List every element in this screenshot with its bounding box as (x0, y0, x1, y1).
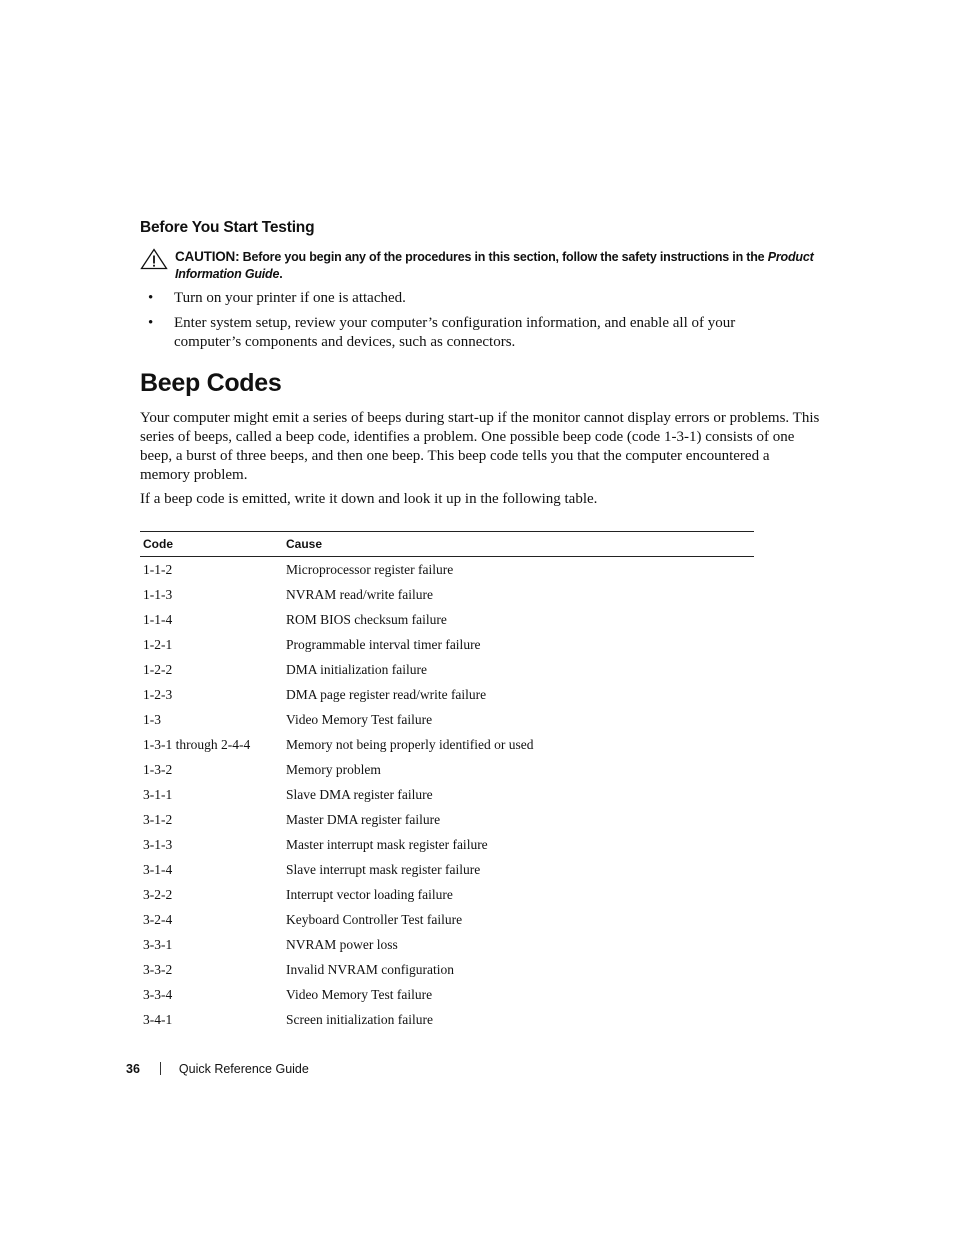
guide-name: Quick Reference Guide (178, 1062, 309, 1076)
table-row (140, 707, 754, 732)
warning-triangle-icon (140, 248, 168, 270)
table-row (140, 732, 754, 757)
intro-paragraph: Your computer might emit a series of beeps during start-up if the monitor cannot display errors or problems. This series of beeps, called a beep code, identifies a problem. One possible beep code (code 1-3-1) consists of one beep, a burst of three beeps, and then one beep. This beep code tells you that the computer encountered a memory problem. (140, 410, 820, 483)
page-footer (126, 1062, 309, 1076)
page-number: 36 (126, 1062, 140, 1076)
bullet-item (140, 289, 780, 308)
cause-cell: Interrupt vector loading failure (286, 886, 453, 902)
cause-cell: Video Memory Test failure (286, 986, 433, 1002)
bullet-text: Enter system setup, review your computer’s configuration information, and enable all of your computer’s components and devices, such as connectors. (174, 315, 736, 350)
caution-notice (140, 248, 820, 283)
cause-cell: Programmable interval timer failure (286, 636, 481, 652)
cause-cell: NVRAM read/write failure (286, 586, 433, 602)
page-title: Beep Codes (140, 369, 282, 397)
table-row (140, 682, 754, 707)
code-cell: 1-3 (143, 711, 161, 727)
code-cell: 3-3-1 (143, 936, 173, 952)
cause-cell: Memory not being properly identified or used (286, 736, 534, 752)
table-row (140, 807, 754, 832)
beep-code-table (140, 531, 754, 1032)
cause-cell: NVRAM power loss (286, 936, 398, 952)
table-row (140, 982, 754, 1007)
footer-divider (160, 1062, 161, 1075)
table-header-row (140, 532, 754, 557)
cause-cell: Keyboard Controller Test failure (286, 911, 463, 927)
caution-text: Before you begin any of the procedures in this section, follow the safety instructions in the (242, 250, 765, 264)
code-cell: 3-3-2 (143, 961, 173, 977)
cause-cell: Microprocessor register failure (286, 561, 454, 577)
table-row (140, 882, 754, 907)
table-row (140, 607, 754, 632)
code-cell: 3-1-2 (143, 811, 173, 827)
table-row (140, 932, 754, 957)
table-row (140, 957, 754, 982)
table-row (140, 907, 754, 932)
code-cell: 1-1-3 (143, 586, 173, 602)
table-row (140, 857, 754, 882)
caution-label: CAUTION: (175, 249, 240, 264)
cause-cell: DMA page register read/write failure (286, 686, 487, 702)
caution-guide-title: Product Information Guide (175, 250, 814, 281)
table-row (140, 632, 754, 657)
cause-cell: Invalid NVRAM configuration (286, 961, 454, 977)
code-cell: 1-2-2 (143, 661, 173, 677)
bullet-text: Turn on your printer if one is attached. (174, 290, 406, 306)
table-row (140, 832, 754, 857)
cause-cell: Video Memory Test failure (286, 711, 433, 727)
code-cell: 1-1-2 (143, 561, 173, 577)
code-cell: 3-1-1 (143, 786, 173, 802)
cause-cell: DMA initialization failure (286, 661, 427, 677)
code-cell: 3-1-4 (143, 861, 173, 877)
cause-cell: ROM BIOS checksum failure (286, 611, 447, 627)
cause-cell: Master interrupt mask register failure (286, 836, 488, 852)
code-cell: 1-3-1 through 2-4-4 (143, 736, 251, 752)
header-code: Code (140, 532, 283, 557)
code-cell: 3-2-2 (143, 886, 173, 902)
table-row (140, 782, 754, 807)
cause-cell: Slave DMA register failure (286, 786, 433, 802)
table-row (140, 1007, 754, 1032)
cause-cell: Slave interrupt mask register failure (286, 861, 481, 877)
code-cell: 3-2-4 (143, 911, 173, 927)
section-subheading: Before You Start Testing (140, 219, 315, 236)
bullet-icon: • (148, 315, 154, 331)
bullet-item (140, 314, 780, 352)
code-cell: 1-2-3 (143, 686, 173, 702)
code-cell: 3-4-1 (143, 1011, 173, 1027)
cause-cell: Master DMA register failure (286, 811, 441, 827)
table-body (140, 557, 754, 1033)
prep-bullet-list (140, 289, 780, 358)
table-row (140, 582, 754, 607)
cause-cell: Screen initialization failure (286, 1011, 433, 1027)
table-row (140, 757, 754, 782)
header-cause: Cause (283, 532, 754, 557)
instruction-paragraph: If a beep code is emitted, write it down and look it up in the following table. (140, 491, 598, 507)
code-cell: 1-2-1 (143, 636, 173, 652)
table-row (140, 657, 754, 682)
code-cell: 1-3-2 (143, 761, 173, 777)
caution-trailing: . (279, 267, 283, 281)
bullet-icon: • (148, 290, 154, 306)
code-cell: 3-3-4 (143, 986, 173, 1002)
code-cell: 3-1-3 (143, 836, 173, 852)
code-cell: 1-1-4 (143, 611, 173, 627)
cause-cell: Memory problem (286, 761, 381, 777)
table-row (140, 557, 754, 583)
